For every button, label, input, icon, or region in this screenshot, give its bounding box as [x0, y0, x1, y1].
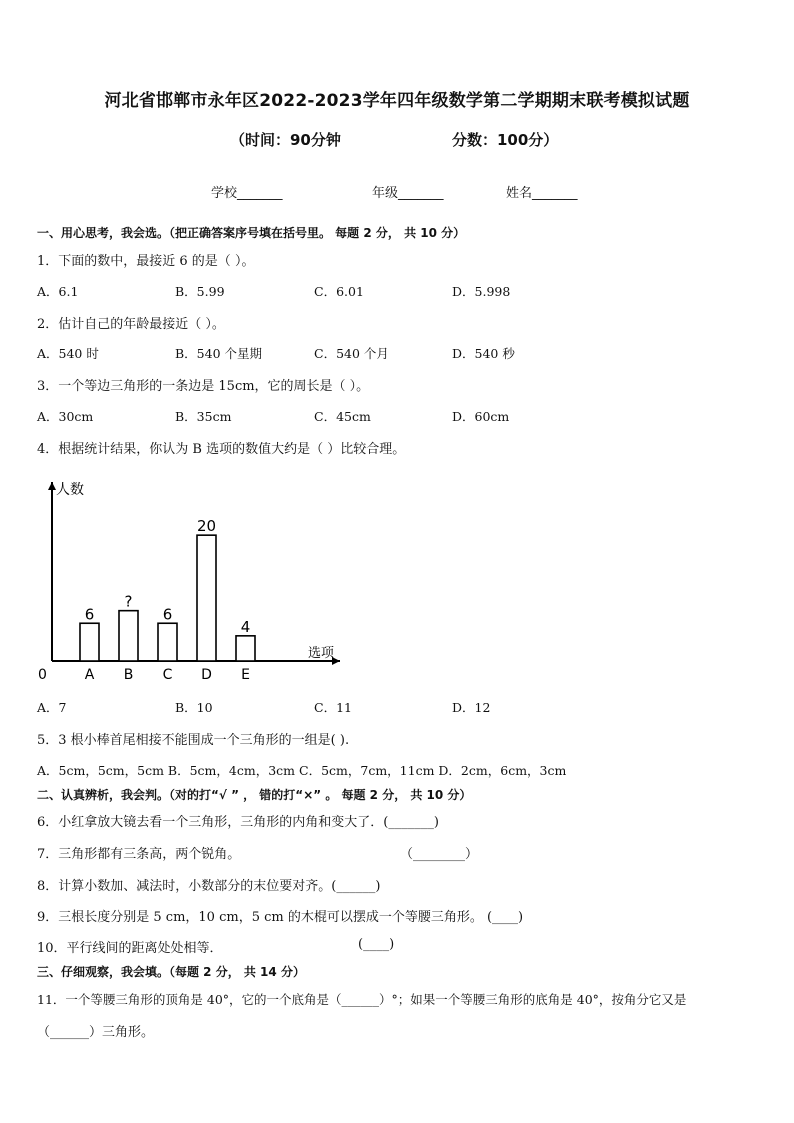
grade-field: 年级_______ [372, 186, 444, 201]
page-title: 河北省邯郸市永年区2022-2023学年四年级数学第二学期期末联考模拟试题 [104, 91, 690, 111]
q2-option-a: A．540 时 [37, 346, 99, 361]
x-axis-label: 选项 [308, 646, 335, 661]
q4-option-c: C．11 [314, 700, 352, 715]
data-label-e: 4 [240, 617, 251, 636]
question-6: 6．小红拿放大镜去看一个三角形，三角形的内角和变大了．(_______) [37, 815, 439, 830]
q4-option-a: A．7 [37, 700, 67, 715]
name-field: 姓名_______ [506, 186, 578, 201]
data-label-b: ? [124, 592, 133, 611]
y-axis-label: 人数 [56, 482, 84, 498]
bar-a [80, 623, 99, 661]
q3-option-c: C．45cm [314, 409, 371, 424]
y-axis-arrow [48, 482, 56, 490]
question-10-blank: (____) [358, 937, 395, 952]
data-label-d: 20 [196, 517, 217, 536]
tick-label-a: A [84, 667, 95, 683]
question-7: 7．三角形都有三条高，两个锐角。 [37, 847, 241, 862]
section-1-heading: 一、用心思考，我会选。（把正确答案序号填在括号里。 每题 2 分， 共 10 分） [37, 226, 466, 240]
q1-option-b: B．5.99 [175, 284, 225, 299]
q3-option-b: B．35cm [175, 409, 232, 424]
question-7-blank: （________） [400, 847, 479, 862]
tick-label-b: B [123, 667, 134, 683]
school-field: 学校_______ [211, 186, 283, 201]
origin-label: 0 [38, 667, 47, 683]
question-10: 10．平行线间的距离处处相等． [37, 941, 223, 956]
question-11-line-1: 11．一个等腰三角形的顶角是 40°，它的一个底角是（______）°；如果一个等腰三角形的底角是 40°，按角分它又是 [37, 992, 687, 1007]
bar-chart [30, 470, 370, 690]
exam-time: （时间：90分钟 [230, 131, 341, 149]
question-4: 4．根据统计结果，你认为 B 选项的数值大约是（ ）比较合理。 [37, 442, 406, 457]
bar-b [119, 611, 138, 661]
question-3: 3．一个等边三角形的一条边是 15cm，它的周长是（ ）。 [37, 379, 370, 394]
question-9: 9．三根长度分别是 5 cm，10 cm，5 cm 的木棍可以摆成一个等腰三角形。 (____) [37, 910, 524, 925]
bar-d [197, 535, 216, 661]
q5-options: A．5cm，5cm，5cm B．5cm，4cm，3cm C．5cm，7cm，11cm D．2cm，6cm，3cm [37, 763, 567, 778]
section-3-heading: 三、仔细观察，我会填。（每题 2 分， 共 14 分） [37, 965, 305, 979]
q2-option-b: B．540 个星期 [175, 346, 263, 361]
data-label-c: 6 [162, 605, 173, 624]
section-2-heading: 二、认真辨析，我会判。（对的打“√ ” ， 错的打“×” 。 每题 2 分， 共 10 分） [37, 788, 472, 802]
question-11-line-2: （______）三角形。 [37, 1025, 155, 1040]
question-8: 8．计算小数加、减法时，小数部分的末位要对齐。(______) [37, 879, 381, 894]
q1-option-c: C．6.01 [314, 284, 364, 299]
q1-option-a: A．6.1 [37, 284, 79, 299]
q3-option-d: D．60cm [452, 409, 510, 424]
bar-e [236, 636, 255, 661]
q4-option-b: B．10 [175, 700, 213, 715]
question-5: 5．3 根小棒首尾相接不能围成一个三角形的一组是( ). [37, 733, 350, 748]
data-label-a: 6 [84, 605, 95, 624]
q4-option-d: D．12 [452, 700, 491, 715]
tick-label-d: D [201, 667, 212, 683]
exam-score: 分数：100分） [452, 131, 559, 149]
question-2: 2．估计自己的年龄最接近（ ）。 [37, 317, 225, 332]
tick-label-c: C [162, 667, 173, 683]
q2-option-c: C．540 个月 [314, 346, 389, 361]
q3-option-a: A．30cm [37, 409, 94, 424]
question-1: 1．下面的数中，最接近 6 的是（ ）。 [37, 254, 255, 269]
q1-option-d: D．5.998 [452, 284, 511, 299]
q2-option-d: D．540 秒 [452, 346, 515, 361]
tick-label-e: E [241, 667, 250, 683]
bar-c [158, 623, 177, 661]
